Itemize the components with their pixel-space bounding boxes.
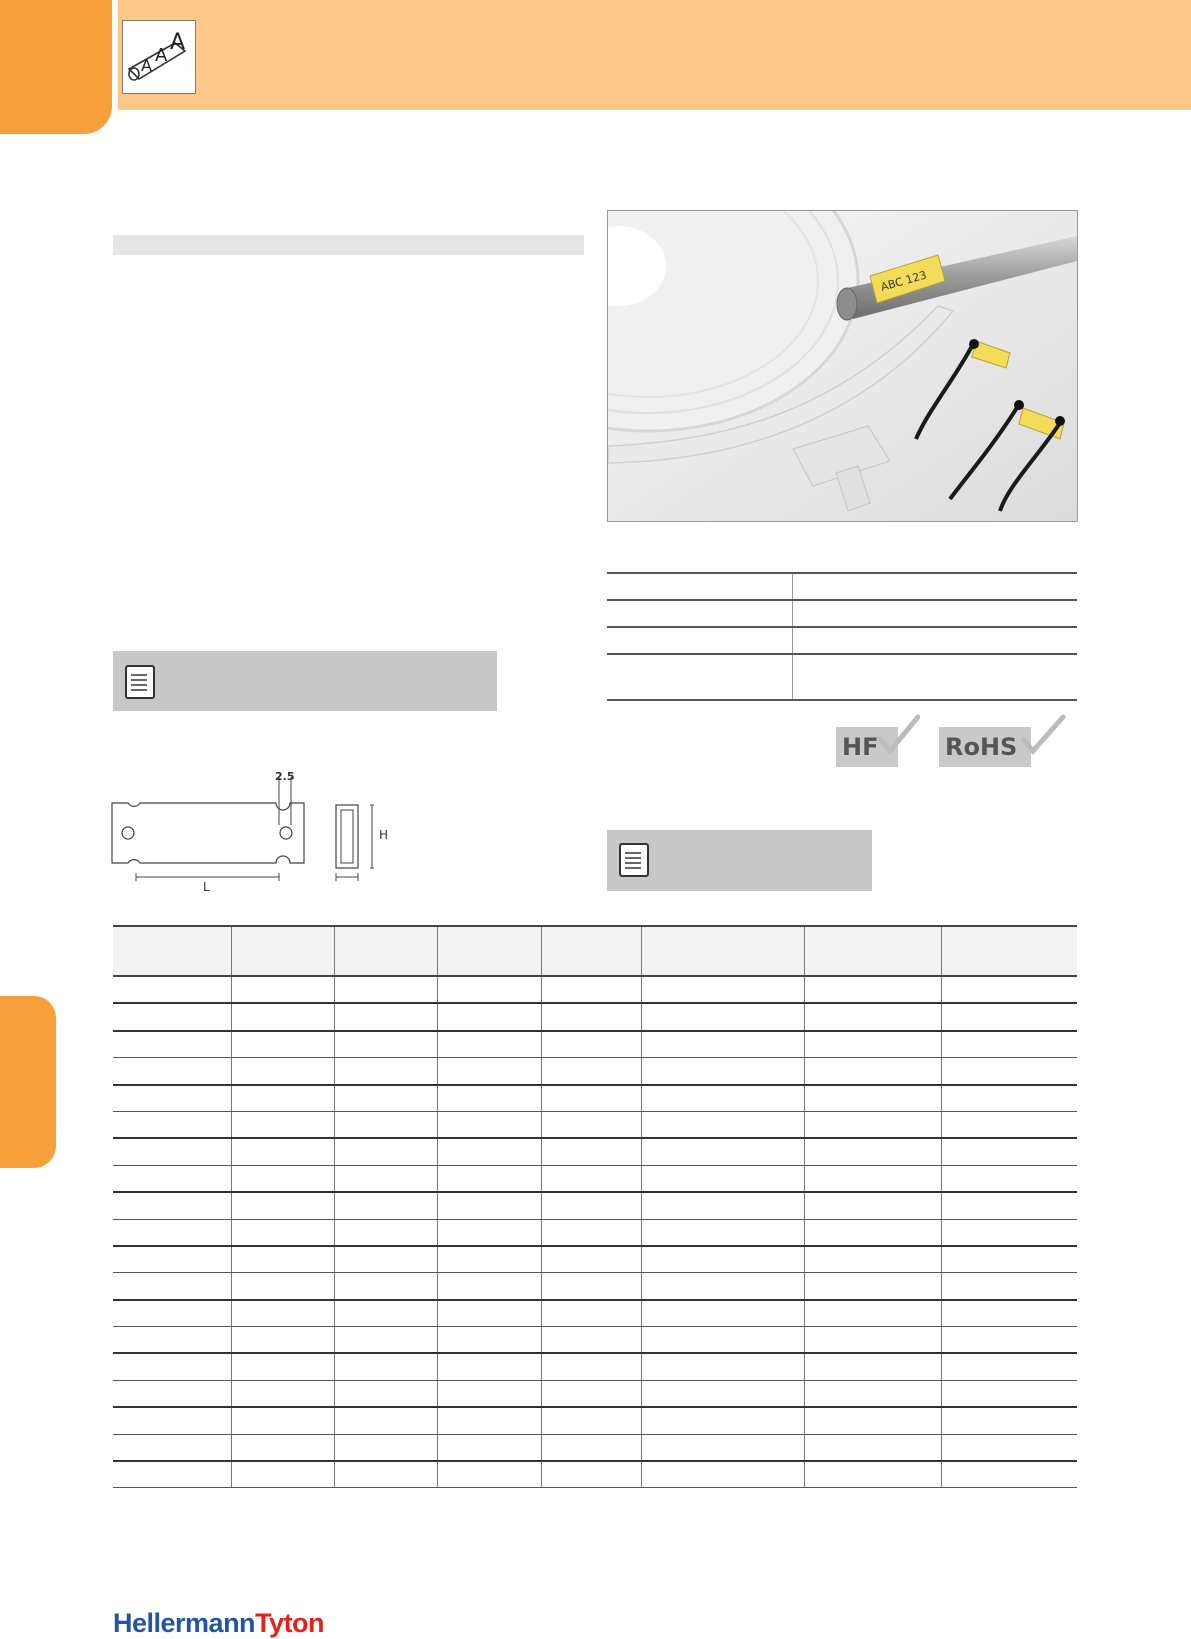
table-cell	[641, 1246, 804, 1273]
spec-row	[607, 627, 1077, 654]
table-cell	[113, 1031, 231, 1058]
table-cell	[437, 1003, 541, 1030]
table-cell	[437, 1353, 541, 1380]
table-cell	[541, 1327, 641, 1354]
table-cell	[334, 976, 437, 1003]
table-cell	[641, 1219, 804, 1246]
spec-value-cell	[793, 600, 1078, 627]
header-divider	[112, 0, 118, 110]
brand-logo-part1: Hellermann	[113, 1608, 256, 1638]
spec-value-cell	[793, 654, 1078, 700]
spec-label-cell	[607, 573, 793, 600]
dimension-drawing	[108, 765, 438, 900]
table-body	[113, 976, 1077, 1488]
table-row	[113, 1300, 1077, 1327]
table-cell	[541, 1058, 641, 1085]
table-cell	[641, 1085, 804, 1112]
spec-row	[607, 654, 1077, 700]
table-cell	[437, 1138, 541, 1165]
table-cell	[437, 1273, 541, 1300]
table-cell	[804, 1003, 941, 1030]
table-cell	[941, 1003, 1077, 1030]
table-cell	[641, 1058, 804, 1085]
table-cell	[113, 1327, 231, 1354]
table-cell	[641, 976, 804, 1003]
table-cell	[941, 976, 1077, 1003]
table-cell	[437, 1085, 541, 1112]
product-data-table	[113, 925, 1077, 1488]
table-row	[113, 1165, 1077, 1192]
table-cell	[941, 1273, 1077, 1300]
table-cell	[804, 1273, 941, 1300]
table-cell	[541, 1273, 641, 1300]
spec-value-cell	[793, 573, 1078, 600]
hf-badge-text: HF	[842, 733, 879, 761]
table-cell	[231, 1192, 334, 1219]
hf-check-icon	[878, 713, 920, 757]
table-cell	[641, 1300, 804, 1327]
table-cell	[334, 1300, 437, 1327]
table-cell	[231, 1327, 334, 1354]
table-cell	[541, 1192, 641, 1219]
table-row	[113, 1111, 1077, 1138]
dim-2-5-label: 2.5	[275, 770, 295, 783]
spec-label-cell	[607, 627, 793, 654]
table-row	[113, 1461, 1077, 1488]
table-cell	[334, 1003, 437, 1030]
table-cell	[941, 1138, 1077, 1165]
spec-label-cell	[607, 600, 793, 627]
side-chapter-tab	[0, 996, 56, 1168]
table-row	[113, 1434, 1077, 1461]
table-cell	[231, 1111, 334, 1138]
spec-row	[607, 600, 1077, 627]
table-cell	[437, 1327, 541, 1354]
rohs-badge-text: RoHS	[945, 733, 1018, 761]
table-cell	[334, 1273, 437, 1300]
table-cell	[437, 976, 541, 1003]
table-cell	[541, 976, 641, 1003]
table-header-row	[113, 926, 1077, 976]
table-cell	[804, 1407, 941, 1434]
header-cell	[334, 926, 437, 976]
table-cell	[113, 1380, 231, 1407]
brand-logo-part2: Tyton	[255, 1608, 325, 1638]
table-cell	[641, 1434, 804, 1461]
table-cell	[804, 1219, 941, 1246]
table-cell	[941, 1300, 1077, 1327]
table-cell	[941, 1031, 1077, 1058]
marker-sleeve-icon	[122, 20, 196, 94]
table-cell	[113, 1434, 231, 1461]
spec-label-cell	[607, 654, 793, 700]
table-cell	[641, 1327, 804, 1354]
table-cell	[541, 1353, 641, 1380]
table-cell	[231, 1434, 334, 1461]
table-cell	[941, 1353, 1077, 1380]
table-cell	[941, 1165, 1077, 1192]
table-cell	[334, 1407, 437, 1434]
table-cell	[231, 1353, 334, 1380]
header-cell	[437, 926, 541, 976]
table-cell	[231, 976, 334, 1003]
table-cell	[541, 1031, 641, 1058]
table-cell	[437, 1111, 541, 1138]
table-cell	[231, 1058, 334, 1085]
table-cell	[334, 1246, 437, 1273]
document-icon	[125, 665, 155, 699]
header-cell	[541, 926, 641, 976]
spec-value-cell	[793, 627, 1078, 654]
section-heading-bar	[113, 235, 584, 255]
table-cell	[804, 1300, 941, 1327]
table-cell	[231, 1219, 334, 1246]
table-cell	[804, 1192, 941, 1219]
table-cell	[941, 1085, 1077, 1112]
table-cell	[941, 1219, 1077, 1246]
table-cell	[641, 1003, 804, 1030]
table-row	[113, 1138, 1077, 1165]
table-cell	[113, 1273, 231, 1300]
document-link-panel[interactable]	[607, 830, 872, 891]
table-cell	[541, 1434, 641, 1461]
table-cell	[334, 1058, 437, 1085]
table-cell	[113, 1353, 231, 1380]
table-cell	[641, 1165, 804, 1192]
table-cell	[541, 1461, 641, 1488]
table-cell	[437, 1246, 541, 1273]
table-cell	[941, 1058, 1077, 1085]
table-cell	[231, 1300, 334, 1327]
table-cell	[941, 1192, 1077, 1219]
table-cell	[334, 1165, 437, 1192]
table-cell	[804, 1165, 941, 1192]
svg-text:A: A	[170, 30, 186, 55]
top-corner-tab	[0, 0, 112, 134]
table-cell	[334, 1138, 437, 1165]
table-cell	[641, 1380, 804, 1407]
table-cell	[113, 1407, 231, 1434]
table-row	[113, 976, 1077, 1003]
table-cell	[113, 1165, 231, 1192]
table-cell	[941, 1327, 1077, 1354]
table-row	[113, 1003, 1077, 1030]
table-cell	[113, 1058, 231, 1085]
table-cell	[541, 1300, 641, 1327]
header-cell	[804, 926, 941, 976]
table-cell	[334, 1380, 437, 1407]
dim-height-label: H	[379, 828, 389, 842]
table-cell	[804, 1111, 941, 1138]
table-cell	[804, 1085, 941, 1112]
table-cell	[113, 1300, 231, 1327]
table-cell	[641, 1031, 804, 1058]
table-cell	[437, 1461, 541, 1488]
product-photo	[607, 210, 1078, 522]
table-cell	[231, 1003, 334, 1030]
table-cell	[941, 1380, 1077, 1407]
brand-logo	[113, 1608, 324, 1639]
table-row	[113, 1327, 1077, 1354]
table-cell	[541, 1138, 641, 1165]
spec-row	[607, 573, 1077, 600]
table-cell	[804, 1031, 941, 1058]
table-cell	[334, 1192, 437, 1219]
table-cell	[113, 1192, 231, 1219]
table-cell	[941, 1434, 1077, 1461]
table-row	[113, 1192, 1077, 1219]
table-cell	[941, 1407, 1077, 1434]
table-cell	[437, 1434, 541, 1461]
table-cell	[334, 1219, 437, 1246]
table-cell	[541, 1111, 641, 1138]
table-cell	[334, 1461, 437, 1488]
rohs-badge	[939, 727, 1031, 767]
table-cell	[641, 1192, 804, 1219]
header-cell	[941, 926, 1077, 976]
table-cell	[113, 1003, 231, 1030]
table-cell	[804, 1461, 941, 1488]
header-cell	[641, 926, 804, 976]
table-cell	[437, 1031, 541, 1058]
header-cell	[231, 926, 334, 976]
table-cell	[113, 976, 231, 1003]
table-cell	[541, 1165, 641, 1192]
document-link-panel[interactable]	[113, 651, 497, 711]
table-cell	[804, 1246, 941, 1273]
table-cell	[334, 1111, 437, 1138]
table-cell	[437, 1192, 541, 1219]
table-cell	[641, 1407, 804, 1434]
table-cell	[437, 1058, 541, 1085]
table-cell	[941, 1461, 1077, 1488]
table-cell	[541, 1380, 641, 1407]
table-cell	[641, 1111, 804, 1138]
table-cell	[541, 1219, 641, 1246]
svg-text:A: A	[141, 56, 152, 75]
table-cell	[437, 1165, 541, 1192]
table-cell	[231, 1407, 334, 1434]
table-cell	[231, 1138, 334, 1165]
document-icon	[619, 843, 649, 877]
table-cell	[804, 1138, 941, 1165]
table-cell	[804, 1434, 941, 1461]
svg-text:A: A	[155, 45, 168, 66]
table-row	[113, 1246, 1077, 1273]
table-cell	[941, 1111, 1077, 1138]
table-cell	[541, 1003, 641, 1030]
table-row	[113, 1219, 1077, 1246]
table-cell	[113, 1461, 231, 1488]
table-cell	[113, 1246, 231, 1273]
table-cell	[804, 1327, 941, 1354]
table-row	[113, 1407, 1077, 1434]
table-cell	[437, 1300, 541, 1327]
specification-table	[607, 572, 1077, 701]
header-band	[116, 0, 1191, 110]
table-cell	[437, 1407, 541, 1434]
table-cell	[541, 1407, 641, 1434]
table-row	[113, 1031, 1077, 1058]
table-cell	[641, 1353, 804, 1380]
header-cell	[113, 926, 231, 976]
table-cell	[113, 1138, 231, 1165]
table-cell	[641, 1273, 804, 1300]
table-cell	[113, 1111, 231, 1138]
table-cell	[231, 1085, 334, 1112]
table-cell	[804, 1058, 941, 1085]
table-row	[113, 1058, 1077, 1085]
table-cell	[437, 1380, 541, 1407]
table-cell	[804, 976, 941, 1003]
table-cell	[334, 1031, 437, 1058]
rohs-check-icon	[1021, 713, 1066, 757]
table-cell	[231, 1031, 334, 1058]
table-row	[113, 1085, 1077, 1112]
table-cell	[541, 1246, 641, 1273]
table-row	[113, 1273, 1077, 1300]
table-cell	[334, 1085, 437, 1112]
table-cell	[231, 1165, 334, 1192]
table-cell	[541, 1085, 641, 1112]
table-cell	[804, 1380, 941, 1407]
table-cell	[804, 1353, 941, 1380]
table-row	[113, 1380, 1077, 1407]
table-cell	[641, 1138, 804, 1165]
table-cell	[334, 1327, 437, 1354]
table-cell	[231, 1461, 334, 1488]
table-cell	[231, 1380, 334, 1407]
table-row	[113, 1353, 1077, 1380]
table-cell	[231, 1273, 334, 1300]
dim-length-label: L	[203, 880, 210, 894]
table-cell	[941, 1246, 1077, 1273]
table-cell	[334, 1434, 437, 1461]
photo-label-text: ABC 123	[879, 268, 929, 294]
table-cell	[231, 1246, 334, 1273]
table-cell	[113, 1085, 231, 1112]
table-cell	[437, 1219, 541, 1246]
table-cell	[641, 1461, 804, 1488]
table-cell	[334, 1353, 437, 1380]
table-cell	[113, 1219, 231, 1246]
